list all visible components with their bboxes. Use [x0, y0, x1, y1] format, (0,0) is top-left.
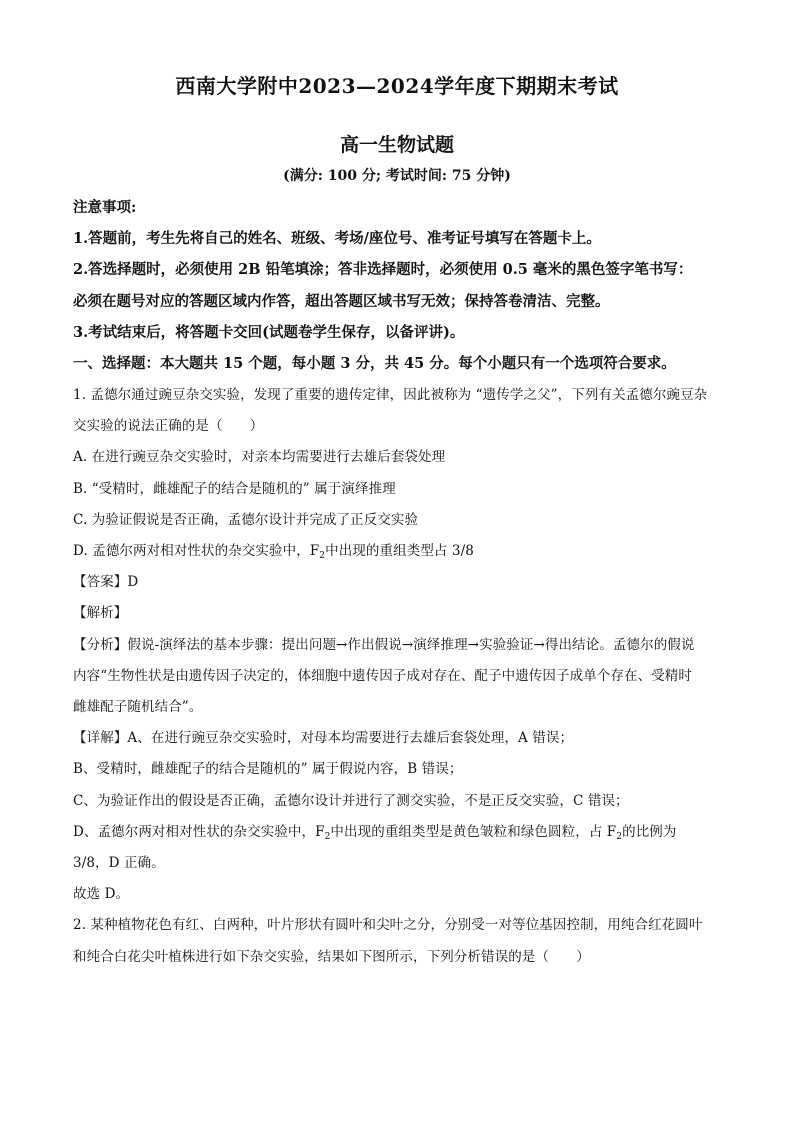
q1-stem-cont: 交实验的说法正确的是（ ）	[73, 418, 264, 434]
q1-fenxi: 【分析】假说-演绎法的基本步骤：提出问题→作出假说→演绎推理→实验验证→得出结论。孟德尔的假说	[73, 637, 695, 653]
q1-analysis-label: 【解析】	[73, 605, 128, 621]
q1-option-c: C. 为验证假说是否正确，孟德尔设计并完成了正反交实验	[73, 512, 419, 528]
notice-item-2: 2.答选择题时，必须使用 2B 铅笔填涂；答非选择题时，必须使用 0.5 毫米的黑色签字笔书写：	[73, 261, 693, 278]
exam-title: 西南大学附中2023—2024学年度下期期末考试	[175, 74, 619, 98]
q1-option-a: A. 在进行豌豆杂交实验时，对亲本均需要进行去雄后套袋处理	[73, 449, 446, 465]
notice-item-2-cont: 必须在题号对应的答题区域内作答，超出答题区域书写无效；保持答卷清洁、完整。	[73, 293, 610, 310]
q1-detail-d: D、孟德尔两对相对性状的杂交实验中，$F_2$中出现的重组类型是黄色皱粒和绿色圆粒，占 $F_2$的比例为	[73, 824, 677, 842]
q1-option-d: D. 孟德尔两对相对性状的杂交实验中，$F_2$中出现的重组类型占 3/8	[73, 543, 474, 561]
q1-fenxi-cont: 内容“生物性状是由遗传因子决定的，体细胞中遗传因子成对存在、配子中遗传因子成单个存在、受精时	[73, 668, 692, 684]
q1-option-b: B. “受精时，雌雄配子的结合是随机的” 属于演绎推理	[73, 481, 396, 497]
q1-detail-d-cont: 3/8，D 正确。	[73, 855, 165, 871]
q1-fenxi-end: 雌雄配子随机结合”。	[73, 699, 203, 715]
q1-detail-b: B、受精时，雌雄配子的结合是随机的” 属于假说内容，B 错误；	[73, 761, 463, 777]
exam-info: (满分: 100 分; 考试时间: 75 分钟)	[283, 168, 511, 184]
section-heading: 一、选择题：本大题共 15 个题，每小题 3 分，共 45 分。每个小题只有一个选项符合要求。	[73, 355, 676, 372]
q1-answer: 【答案】D	[73, 574, 139, 590]
exam-subject: 高一生物试题	[339, 134, 454, 156]
q1-detail-c: C、为验证作出的假设是否正确，孟德尔设计并进行了测交实验，不是正反交实验，C 错误；	[73, 793, 629, 809]
q2-stem: 2. 某种植物花色有红、白两种，叶片形状有圆叶和尖叶之分，分别受一对等位基因控制，用纯合红花圆叶	[73, 917, 703, 933]
q1-conclusion: 故选 D。	[73, 886, 130, 902]
notice-heading: 注意事项:	[73, 199, 137, 216]
notice-item-1: 1.答题前，考生先将自己的姓名、班级、考场/座位号、准考证号填写在答题卡上。	[73, 230, 601, 247]
q2-stem-cont: 和纯合白花尖叶植株进行如下杂交实验，结果如下图所示，下列分析错误的是（ ）	[73, 949, 590, 965]
q1-stem: 1. 孟德尔通过豌豆杂交实验，发现了重要的遗传定律，因此被称为 “遗传学之父”，下列有关孟德尔豌豆杂	[73, 387, 708, 403]
q1-detail-a: 【详解】A、在进行豌豆杂交实验时，对母本均需要进行去雄后套袋处理，A 错误；	[73, 730, 574, 746]
notice-item-3: 3.考试结束后，将答题卡交回(试题卷学生保存，以备评讲)。	[73, 324, 465, 341]
